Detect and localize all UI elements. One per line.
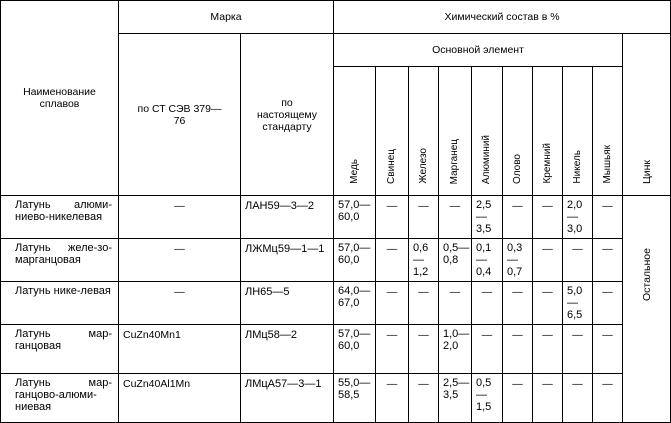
element-value: — <box>409 374 439 423</box>
element-value: — <box>376 239 409 282</box>
element-value: 2,0— 3,0 <box>563 196 593 239</box>
table-row <box>1 325 671 374</box>
element-value: — <box>503 374 533 423</box>
alloy-name: Латунь желе-зо-марганцовая <box>1 239 119 282</box>
header-zinc: Цинк <box>623 34 671 196</box>
grade-sev: — <box>119 282 241 325</box>
element-value: — <box>472 282 503 325</box>
element-value: 2,5— 3,5 <box>472 196 503 239</box>
element-value: 5,0— 6,5 <box>563 282 593 325</box>
element-value: — <box>439 282 472 325</box>
element-value: 2,5— 3,5 <box>439 374 472 423</box>
header-element: Марганец <box>439 67 472 196</box>
element-value: — <box>593 239 623 282</box>
alloy-name: Латунь алюми-ниево-никелевая <box>1 196 119 239</box>
element-value: — <box>503 196 533 239</box>
grade-std: ЛЖМц59—1—1 <box>241 239 334 282</box>
element-value: — <box>409 282 439 325</box>
element-value: 0,5— 1,5 <box>472 374 503 423</box>
grade-std: ЛН65—5 <box>241 282 334 325</box>
table-row <box>1 282 671 325</box>
element-value: — <box>563 374 593 423</box>
header-element: Свинец <box>376 67 409 196</box>
element-value: — <box>503 282 533 325</box>
grade-sev: CuZn40Mn1 <box>119 325 241 374</box>
alloy-name: Латунь нике-левая <box>1 282 119 325</box>
header-element: Железо <box>409 67 439 196</box>
header-mark: Марка <box>119 1 334 34</box>
grade-sev: — <box>119 196 241 239</box>
element-value: — <box>593 325 623 374</box>
element-value: 0,3— 0,7 <box>503 239 533 282</box>
element-value: 64,0— 67,0 <box>334 282 376 325</box>
element-value: 57,0— 60,0 <box>334 196 376 239</box>
element-value: 55,0— 58,5 <box>334 374 376 423</box>
element-value: — <box>533 282 563 325</box>
element-value: 1,0— 2,0 <box>439 325 472 374</box>
element-value: — <box>593 374 623 423</box>
element-value: — <box>563 325 593 374</box>
element-value: 57,0— 60,0 <box>334 325 376 374</box>
header-element: Мышьяк <box>593 67 623 196</box>
zinc-remainder: Остальное <box>623 196 671 423</box>
element-value: — <box>533 239 563 282</box>
table-row <box>1 374 671 423</box>
header-name: Наименование сплавов <box>1 1 119 196</box>
element-value: — <box>439 196 472 239</box>
header-element: Алюминий <box>472 67 503 196</box>
element-value: — <box>533 196 563 239</box>
element-value: — <box>376 196 409 239</box>
grade-std: ЛАН59—3—2 <box>241 196 334 239</box>
element-value: — <box>409 325 439 374</box>
table-row <box>1 196 671 239</box>
element-value: — <box>593 282 623 325</box>
table-row <box>1 239 671 282</box>
element-value: — <box>376 282 409 325</box>
header-mark-std: по настоящему стандарту <box>241 34 334 196</box>
grade-std: ЛМцА57—3—1 <box>241 374 334 423</box>
element-value: — <box>376 374 409 423</box>
element-value: 0,1— 0,4 <box>472 239 503 282</box>
header-element: Медь <box>334 67 376 196</box>
element-value: — <box>563 239 593 282</box>
header-element: Олово <box>503 67 533 196</box>
header-element: Кремний <box>533 67 563 196</box>
grade-std: ЛМц58—2 <box>241 325 334 374</box>
grade-sev: — <box>119 239 241 282</box>
alloy-name: Латунь мар-ганцово-алюми-ниевая <box>1 374 119 423</box>
element-value: — <box>593 196 623 239</box>
header-mark-sev: по СТ СЭВ 379—76 <box>119 34 241 196</box>
element-value: — <box>409 196 439 239</box>
element-value: — <box>503 325 533 374</box>
element-value: — <box>533 325 563 374</box>
element-value: — <box>376 325 409 374</box>
grade-sev: CuZn40Al1Mn <box>119 374 241 423</box>
element-value: 0,6— 1,2 <box>409 239 439 282</box>
header-element: Никель <box>563 67 593 196</box>
element-value: 0,5— 0,8 <box>439 239 472 282</box>
element-value: — <box>533 374 563 423</box>
header-main-element: Основной элемент <box>334 34 623 67</box>
element-value: 57,0— 60,0 <box>334 239 376 282</box>
header-chem: Химический состав в % <box>334 1 671 34</box>
alloy-name: Латунь мар-ганцовая <box>1 325 119 374</box>
element-value: — <box>472 325 503 374</box>
